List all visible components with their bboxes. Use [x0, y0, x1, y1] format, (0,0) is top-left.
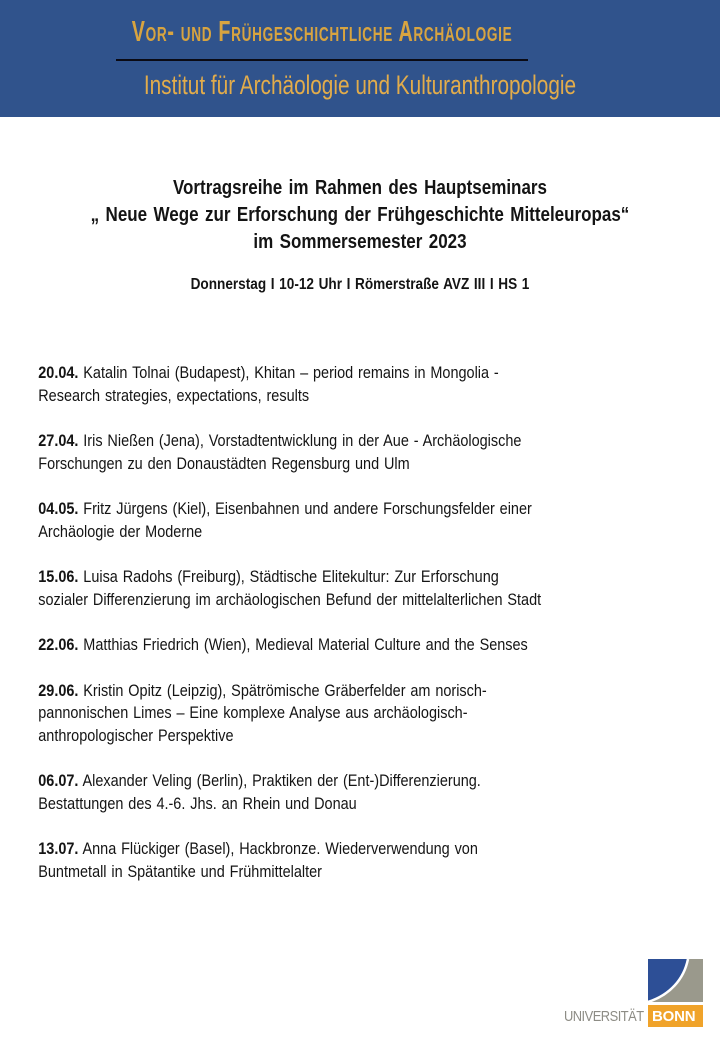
department-title: Vor- und Frühgeschichtliche Archäologie	[131, 16, 513, 48]
lecture-date: 27.04.	[38, 431, 79, 450]
lecture-item: 15.06. Luisa Radohs (Freiburg), Städtische Elitekultur: Zur Erforschung sozialer Differenzierung im archäologischen Befund der mittelalterlichen Stadt	[38, 567, 542, 609]
seminar-title	[0, 175, 720, 256]
seminar-title-line-3: im Sommersemester 2023	[253, 231, 467, 253]
lecture-item: 04.05. Fritz Jürgens (Kiel), Eisenbahnen und andere Forschungsfelder einer Archäologie der Moderne	[38, 499, 532, 541]
bonn-label: BONN	[648, 1005, 703, 1027]
lecture-item: 13.07. Anna Flückiger (Basel), Hackbronze. Wiederverwendung von Buntmetall in Spätantike und Frühmittelalter	[38, 839, 478, 881]
uni-bonn-logo-text	[548, 1005, 703, 1027]
lecture-item: 20.04. Katalin Tolnai (Budapest), Khitan – period remains in Mongolia - Research strategies, expectations, results	[38, 363, 499, 405]
lecture-date: 15.06.	[38, 567, 79, 586]
header-divider	[116, 59, 528, 61]
lecture-item: 06.07. Alexander Veling (Berlin), Praktiken der (Ent-)Differenzierung. Bestattungen des 4.-6. Jhs. an Rhein und Donau	[38, 771, 481, 813]
lecture-item: 22.06. Matthias Friedrich (Wien), Medieval Material Culture and the Senses	[38, 635, 528, 654]
institute-title: Institut für Archäologie und Kulturanthropologie	[143, 70, 577, 100]
uni-bonn-logo-mark-icon	[648, 959, 703, 1002]
lecture-date: 29.06.	[38, 680, 79, 700]
lecture-date: 20.04.	[38, 363, 79, 382]
uni-bonn-logo	[548, 959, 703, 1027]
university-label: UNIVERSITÄT	[564, 1007, 644, 1025]
lecture-list	[0, 362, 720, 883]
lecture-date: 13.07.	[38, 839, 79, 858]
content-column	[0, 175, 720, 883]
lecture-date: 22.06.	[38, 635, 79, 654]
seminar-title-line-2: „ Neue Wege zur Erforschung der Frühgeschichte Mitteleuropas“	[90, 204, 630, 226]
header-banner	[0, 0, 720, 117]
schedule-info: Donnerstag I 10-12 Uhr I Römerstraße AVZ III I HS 1	[190, 276, 530, 293]
lecture-date: 04.05.	[38, 499, 79, 518]
lecture-item: 29.06. Kristin Opitz (Leipzig), Spätrömische Gräberfelder am norisch- pannonischen Limes – Eine komplexe Analyse aus archäologisch- anthropologischer Perspektive	[38, 680, 487, 745]
lecture-date: 06.07.	[38, 771, 79, 790]
lecture-item: 27.04. Iris Nießen (Jena), Vorstadtentwicklung in der Aue - Archäologische Forschungen zu den Donaustädten Regensburg und Ulm	[38, 431, 522, 473]
seminar-title-line-1: Vortragsreihe im Rahmen des Hauptseminars	[172, 177, 547, 199]
